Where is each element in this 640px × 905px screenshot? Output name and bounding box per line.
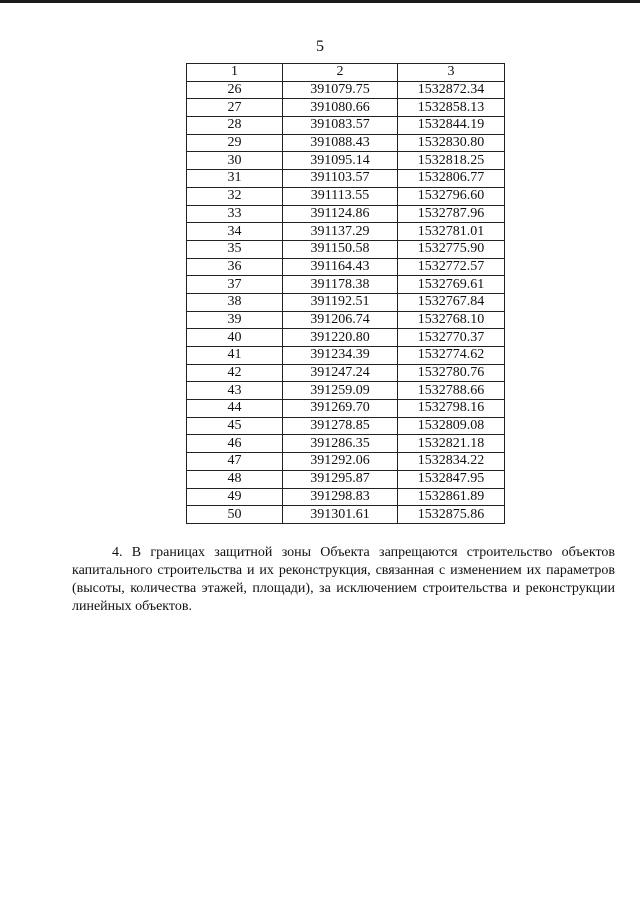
point-number-cell: 29 — [187, 134, 283, 152]
page-number: 5 — [316, 38, 324, 55]
x-coordinate-cell: 391259.09 — [283, 382, 398, 400]
x-coordinate-cell: 391164.43 — [283, 258, 398, 276]
point-number-cell: 50 — [187, 506, 283, 524]
x-coordinate-cell: 391292.06 — [283, 453, 398, 471]
x-coordinate-cell: 391295.87 — [283, 470, 398, 488]
y-coordinate-cell: 1532830.80 — [398, 134, 505, 152]
column-header-2: 2 — [283, 64, 398, 82]
x-coordinate-cell: 391234.39 — [283, 347, 398, 365]
coordinates-table — [186, 63, 505, 524]
x-coordinate-cell: 391278.85 — [283, 417, 398, 435]
point-number-cell: 48 — [187, 470, 283, 488]
x-coordinate-cell: 391113.55 — [283, 187, 398, 205]
point-number-cell: 39 — [187, 311, 283, 329]
point-number-cell: 40 — [187, 329, 283, 347]
table-row — [187, 276, 505, 294]
y-coordinate-cell: 1532858.13 — [398, 99, 505, 117]
table-row — [187, 311, 505, 329]
table-row — [187, 99, 505, 117]
column-header-3: 3 — [398, 64, 505, 82]
y-coordinate-cell: 1532847.95 — [398, 470, 505, 488]
x-coordinate-cell: 391192.51 — [283, 293, 398, 311]
y-coordinate-cell: 1532806.77 — [398, 170, 505, 188]
table-row — [187, 223, 505, 241]
table-row — [187, 382, 505, 400]
table-row — [187, 364, 505, 382]
y-coordinate-cell: 1532875.86 — [398, 506, 505, 524]
table-row — [187, 417, 505, 435]
x-coordinate-cell: 391137.29 — [283, 223, 398, 241]
point-number-cell: 26 — [187, 81, 283, 99]
y-coordinate-cell: 1532809.08 — [398, 417, 505, 435]
point-number-cell: 34 — [187, 223, 283, 241]
x-coordinate-cell: 391301.61 — [283, 506, 398, 524]
point-number-cell: 37 — [187, 276, 283, 294]
table-row — [187, 506, 505, 524]
table-row — [187, 117, 505, 135]
x-coordinate-cell: 391206.74 — [283, 311, 398, 329]
y-coordinate-cell: 1532781.01 — [398, 223, 505, 241]
point-number-cell: 45 — [187, 417, 283, 435]
point-number-cell: 27 — [187, 99, 283, 117]
x-coordinate-cell: 391088.43 — [283, 134, 398, 152]
y-coordinate-cell: 1532818.25 — [398, 152, 505, 170]
table-row — [187, 187, 505, 205]
point-number-cell: 49 — [187, 488, 283, 506]
y-coordinate-cell: 1532787.96 — [398, 205, 505, 223]
table-body — [187, 81, 505, 523]
x-coordinate-cell: 391083.57 — [283, 117, 398, 135]
point-number-cell: 42 — [187, 364, 283, 382]
x-coordinate-cell: 391079.75 — [283, 81, 398, 99]
point-number-cell: 46 — [187, 435, 283, 453]
y-coordinate-cell: 1532780.76 — [398, 364, 505, 382]
point-number-cell: 30 — [187, 152, 283, 170]
y-coordinate-cell: 1532861.89 — [398, 488, 505, 506]
y-coordinate-cell: 1532834.22 — [398, 453, 505, 471]
y-coordinate-cell: 1532770.37 — [398, 329, 505, 347]
table-row — [187, 134, 505, 152]
point-number-cell: 33 — [187, 205, 283, 223]
x-coordinate-cell: 391103.57 — [283, 170, 398, 188]
x-coordinate-cell: 391080.66 — [283, 99, 398, 117]
point-number-cell: 44 — [187, 400, 283, 418]
y-coordinate-cell: 1532775.90 — [398, 240, 505, 258]
x-coordinate-cell: 391095.14 — [283, 152, 398, 170]
x-coordinate-cell: 391220.80 — [283, 329, 398, 347]
point-number-cell: 31 — [187, 170, 283, 188]
x-coordinate-cell: 391269.70 — [283, 400, 398, 418]
table-header-row — [187, 64, 505, 82]
y-coordinate-cell: 1532788.66 — [398, 382, 505, 400]
y-coordinate-cell: 1532774.62 — [398, 347, 505, 365]
table-row — [187, 329, 505, 347]
table-row — [187, 347, 505, 365]
x-coordinate-cell: 391286.35 — [283, 435, 398, 453]
x-coordinate-cell: 391298.83 — [283, 488, 398, 506]
y-coordinate-cell: 1532844.19 — [398, 117, 505, 135]
table-row — [187, 152, 505, 170]
column-header-1: 1 — [187, 64, 283, 82]
point-number-cell: 36 — [187, 258, 283, 276]
point-number-cell: 43 — [187, 382, 283, 400]
point-number-cell: 41 — [187, 347, 283, 365]
x-coordinate-cell: 391124.86 — [283, 205, 398, 223]
restriction-paragraph: 4. В границах защитной зоны Объекта запрещаются строительство объектов капитального строительства и их реконструкция, связанная с изменением их параметров (высоты, количества этажей, площади), за исключением строительства и реконструкции линейных объектов. — [72, 545, 615, 614]
table-row — [187, 258, 505, 276]
table-row — [187, 81, 505, 99]
y-coordinate-cell: 1532821.18 — [398, 435, 505, 453]
table-row — [187, 240, 505, 258]
table-row — [187, 170, 505, 188]
table-row — [187, 435, 505, 453]
table-row — [187, 400, 505, 418]
y-coordinate-cell: 1532769.61 — [398, 276, 505, 294]
point-number-cell: 28 — [187, 117, 283, 135]
table-row — [187, 293, 505, 311]
point-number-cell: 35 — [187, 240, 283, 258]
x-coordinate-cell: 391178.38 — [283, 276, 398, 294]
y-coordinate-cell: 1532768.10 — [398, 311, 505, 329]
y-coordinate-cell: 1532872.34 — [398, 81, 505, 99]
x-coordinate-cell: 391150.58 — [283, 240, 398, 258]
y-coordinate-cell: 1532798.16 — [398, 400, 505, 418]
point-number-cell: 47 — [187, 453, 283, 471]
point-number-cell: 38 — [187, 293, 283, 311]
scan-top-edge — [0, 0, 640, 3]
y-coordinate-cell: 1532767.84 — [398, 293, 505, 311]
table-row — [187, 453, 505, 471]
point-number-cell: 32 — [187, 187, 283, 205]
table-row — [187, 470, 505, 488]
y-coordinate-cell: 1532796.60 — [398, 187, 505, 205]
table-row — [187, 205, 505, 223]
y-coordinate-cell: 1532772.57 — [398, 258, 505, 276]
table-row — [187, 488, 505, 506]
x-coordinate-cell: 391247.24 — [283, 364, 398, 382]
